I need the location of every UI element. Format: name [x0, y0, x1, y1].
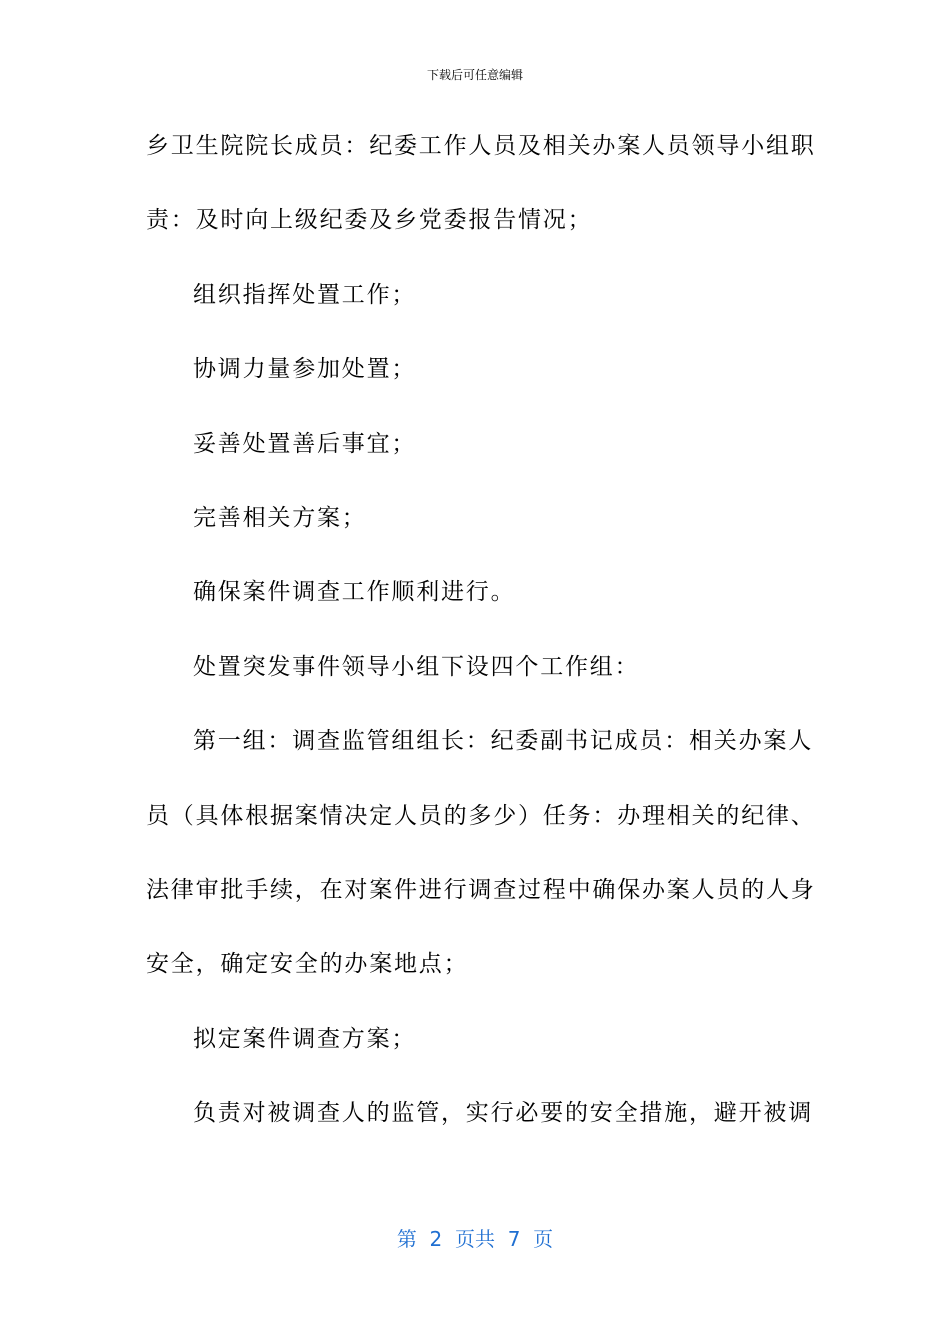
body-line: 协调力量参加处置； — [193, 356, 417, 383]
body-line: 处置突发事件领导小组下设四个工作组： — [193, 653, 640, 680]
body-line: 拟定案件调查方案； — [193, 1025, 417, 1052]
body-line: 安全，确定安全的办案地点； — [146, 951, 469, 978]
body-line: 组织指挥处置工作； — [193, 281, 417, 308]
body-line: 完善相关方案； — [193, 504, 367, 531]
body-line: 责：及时向上级纪委及乡党委报告情况； — [146, 207, 593, 234]
body-line: 乡卫生院院长成员：纪委工作人员及相关办案人员领导小组职 — [146, 133, 816, 159]
body-line: 法律审批手续，在对案件进行调查过程中确保办案人员的人身 — [146, 876, 816, 903]
page-number-footer: 第 2 页共 7 页 — [396, 1227, 554, 1251]
body-line: 妥善处置善后事宜； — [193, 430, 417, 457]
body-line: 员（具体根据案情决定人员的多少）任务：办理相关的纪律、 — [146, 802, 816, 829]
document-body — [146, 128, 816, 1169]
download-editable-note: 下载后可任意编辑 — [426, 68, 523, 82]
body-line: 负责对被调查人的监管，实行必要的安全措施，避开被调 — [193, 1100, 813, 1127]
body-line: 确保案件调查工作顺利进行。 — [193, 579, 516, 606]
body-line: 第一组：调查监管组组长：纪委副书记成员：相关办案人 — [193, 728, 813, 755]
